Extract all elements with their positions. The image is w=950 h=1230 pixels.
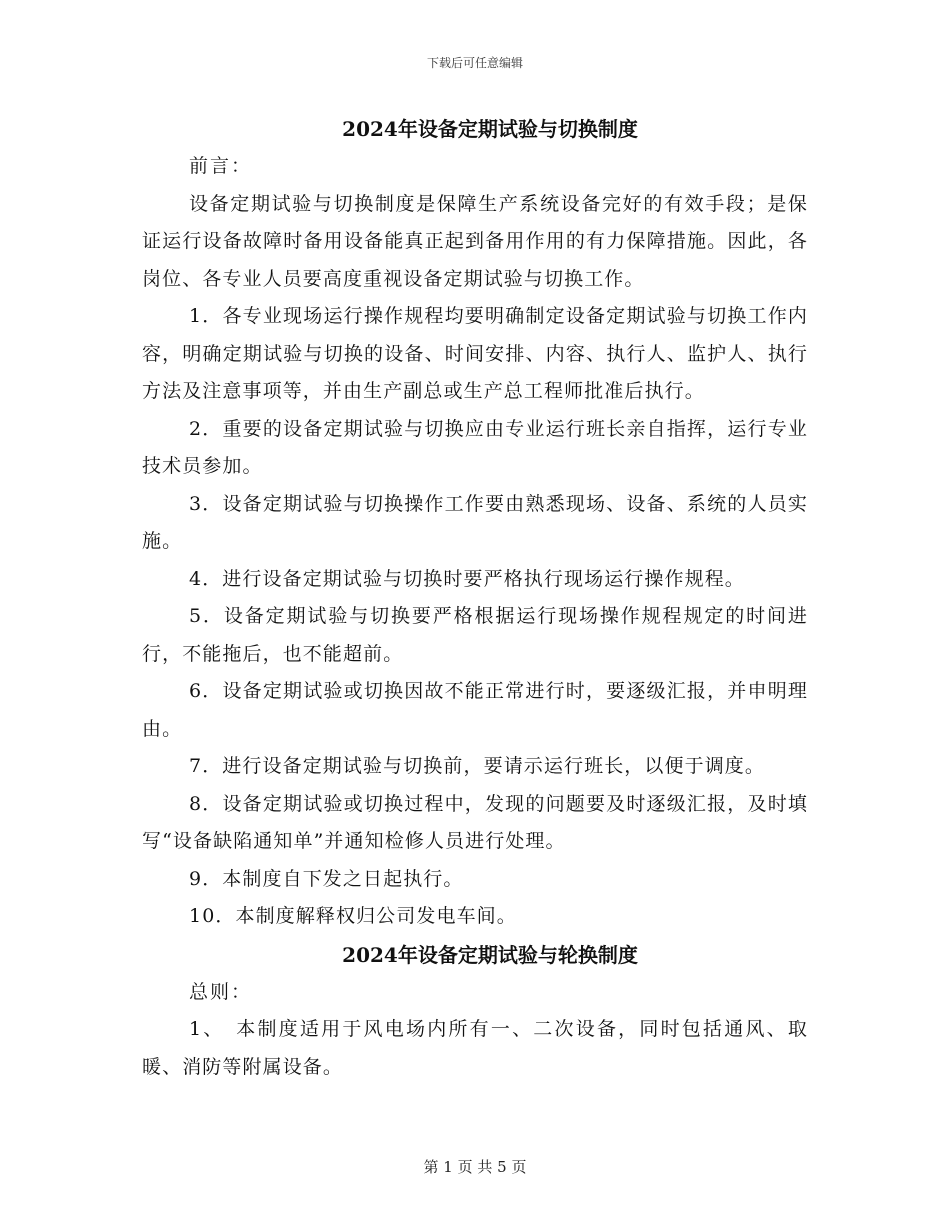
- section1-item-4: 4．进行设备定期试验与切换时要严格执行现场运行操作规程。: [189, 567, 745, 590]
- section1-item-6: 6．设备定期试验或切换因故不能正常进行时，要逐级汇报，并申明理由。: [142, 680, 808, 740]
- page-header-note: 下载后可任意编辑: [426, 56, 523, 70]
- section1-item-5: 5．设备定期试验与切换要严格根据运行现场操作规程规定的时间进行，不能拖后，也不能超前。: [142, 605, 808, 665]
- section2-item-1: 1、 本制度适用于风电场内所有一、二次设备，同时包括通风、取暖、消防等附属设备。: [142, 1018, 808, 1078]
- preface-label: 前言：: [189, 155, 253, 177]
- section1-item-3: 3．设备定期试验与切换操作工作要由熟悉现场、设备、系统的人员实施。: [142, 492, 808, 552]
- section2-title: 2024年设备定期试验与轮换制度: [342, 942, 638, 967]
- section1-item-1: 1．各专业现场运行操作规程均要明确制定设备定期试验与切换工作内容，明确定期试验与切换的设备、时间安排、内容、执行人、监护人、执行方法及注意事项等，并由生产副总或生产总工程师批准后执行。: [142, 305, 808, 402]
- section1-item-2: 2．重要的设备定期试验与切换应由专业运行班长亲自指挥，运行专业技术员参加。: [142, 417, 808, 477]
- document-body: [142, 110, 808, 1086]
- section1-item-7: 7．进行设备定期试验与切换前，要请示运行班长，以便于调度。: [189, 755, 765, 777]
- general-label: 总则：: [189, 980, 253, 1003]
- section1-item-8: 8．设备定期试验或切换过程中，发现的问题要及时逐级汇报，及时填写“设备缺陷通知单”并通知检修人员进行处理。: [142, 792, 808, 852]
- page-footer: 第 1 页 共 5 页: [423, 1158, 527, 1176]
- section1-item-10: 10．本制度解释权归公司发电车间。: [189, 905, 517, 927]
- section1-title: 2024年设备定期试验与切换制度: [342, 117, 638, 141]
- section1-item-9: 9．本制度自下发之日起执行。: [189, 867, 464, 890]
- preface-text: 设备定期试验与切换制度是保障生产系统设备完好的有效手段；是保证运行设备故障时备用设备能真正起到备用作用的有力保障措施。因此，各岗位、各专业人员要高度重视设备定期试验与切换工作。: [142, 192, 808, 290]
